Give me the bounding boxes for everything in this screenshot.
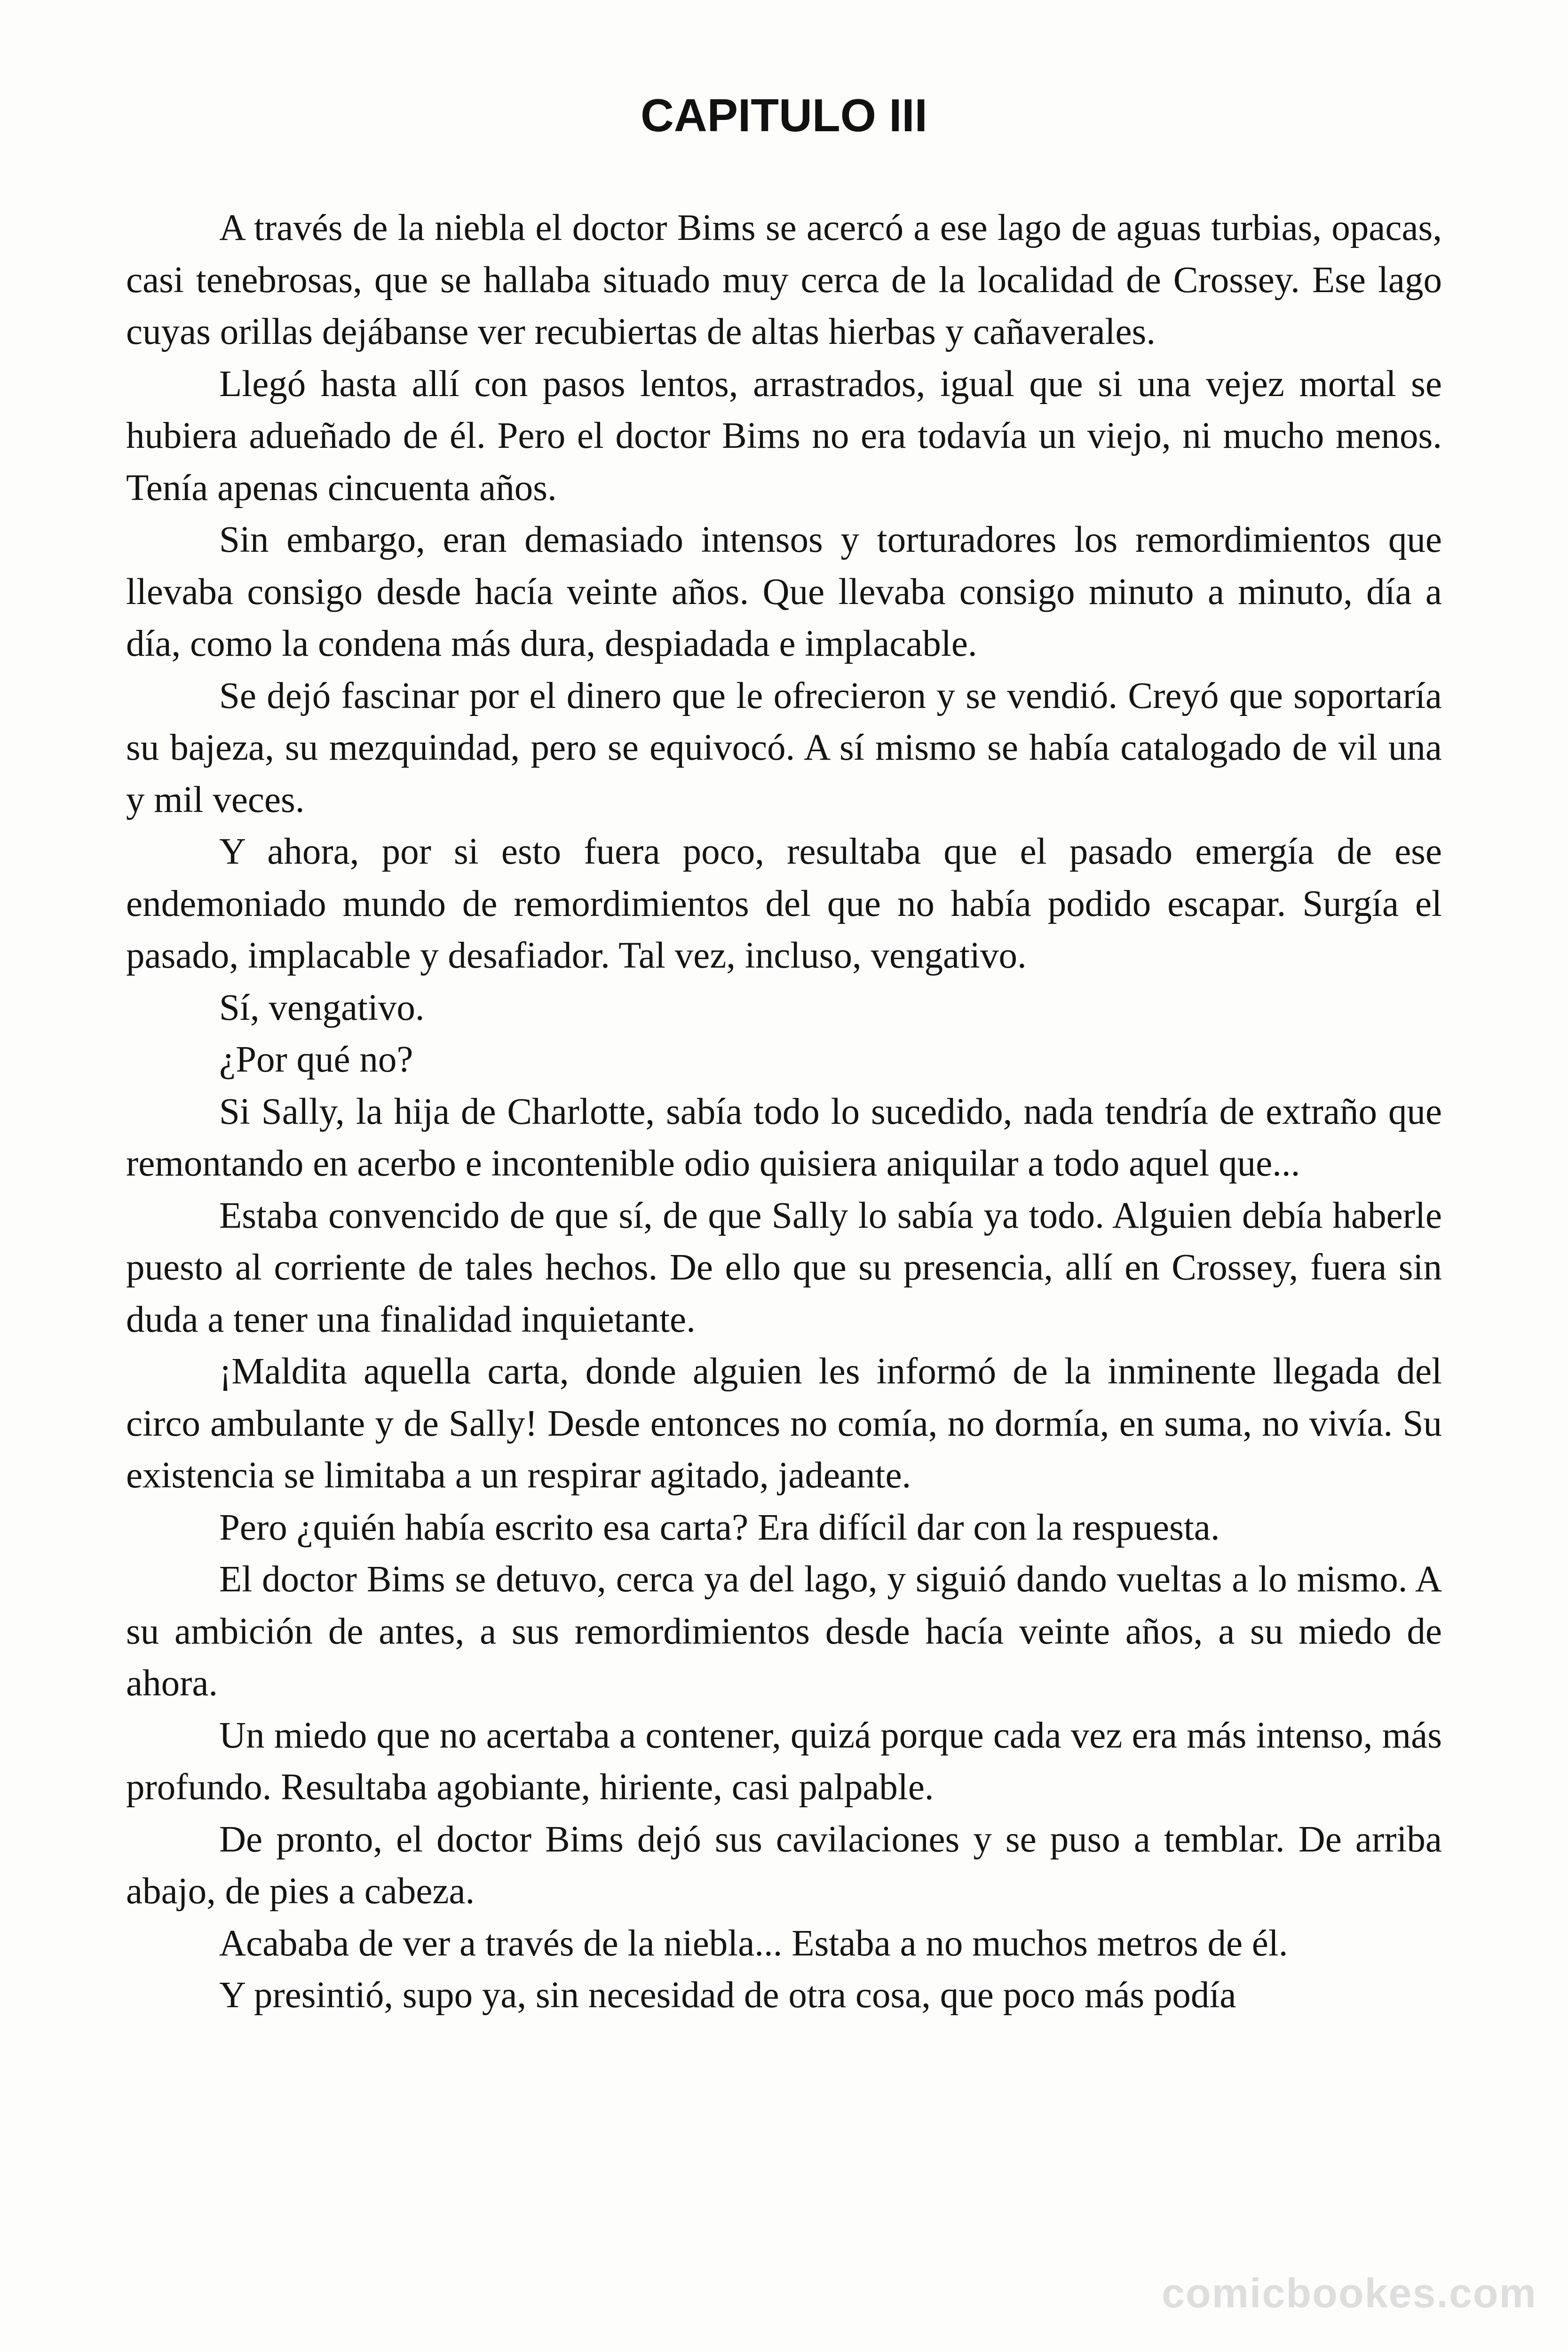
chapter-title: CAPITULO III xyxy=(641,89,927,141)
paragraph: Sí, vengativo. xyxy=(219,987,425,1028)
paragraph: ¡Maldita aquella carta, donde alguien les informó de la inminente llegada del circo ambulante y de Sally! Desde entonces no comía, no dormía, en suma, no vivía. Su existencia se limitaba a un respirar agitado, jadeante. xyxy=(126,1351,1442,1496)
paragraph: Se dejó fascinar por el dinero que le ofrecieron y se vendió. Creyó que soportaría su bajeza, su mezquindad, pero se equivocó. A sí mismo se había catalogado de vil una y mil veces. xyxy=(126,675,1442,820)
paragraph: Y presintió, supo ya, sin necesidad de otra cosa, que poco más podía xyxy=(219,1975,1236,2016)
paragraph: Un miedo que no acertaba a contener, quizá porque cada vez era más intenso, más profundo. Resultaba agobiante, hiriente, casi palpable. xyxy=(126,1715,1442,1808)
paragraph: El doctor Bims se detuvo, cerca ya del lago, y siguió dando vueltas a lo mismo. A su ambición de antes, a sus remordimientos desde hacía veinte años, a su miedo de ahora. xyxy=(126,1559,1442,1704)
paragraph: ¿Por qué no? xyxy=(219,1039,413,1080)
paragraph: Acababa de ver a través de la niebla... Estaba a no muchos metros de él. xyxy=(219,1923,1288,1964)
paragraph: Y ahora, por si esto fuera poco, resultaba que el pasado emergía de ese endemoniado mundo de remordimientos del que no había podido escapar. Surgía el pasado, implacable y desafiador. Tal vez, incluso, vengativo. xyxy=(126,831,1442,976)
chapter-body xyxy=(126,202,1442,2022)
paragraph: A través de la niebla el doctor Bims se acercó a ese lago de aguas turbias, opacas, casi tenebrosas, que se hallaba situado muy cerca de la localidad de Crossey. Ese lago cuyas orillas dejábanse ver recubiertas de altas hierbas y cañaverales. xyxy=(126,207,1442,352)
paragraph: Sin embargo, eran demasiado intensos y torturadores los remordimientos que llevaba consigo desde hacía veinte años. Que llevaba consigo minuto a minuto, día a día, como la condena más dura, despiadada e implacable. xyxy=(126,519,1442,664)
paragraph: Pero ¿quién había escrito esa carta? Era difícil dar con la respuesta. xyxy=(219,1507,1220,1548)
paragraph: Estaba convencido de que sí, de que Sally lo sabía ya todo. Alguien debía haberle puesto al corriente de tales hechos. De ello que su presencia, allí en Crossey, fuera sin duda a tener una finalidad inquietante. xyxy=(126,1195,1442,1340)
paragraph: Llegó hasta allí con pasos lentos, arrastrados, igual que si una vejez mortal se hubiera adueñado de él. Pero el doctor Bims no era todavía un viejo, ni mucho menos. Tenía apenas cincuenta años. xyxy=(126,363,1442,509)
paragraph: De pronto, el doctor Bims dejó sus cavilaciones y se puso a temblar. De arriba abajo, de pies a cabeza. xyxy=(126,1819,1442,1912)
watermark: comicbookes.com xyxy=(1162,2270,1537,2316)
paragraph: Si Sally, la hija de Charlotte, sabía todo lo sucedido, nada tendría de extraño que remontando en acerbo e incontenible odio quisiera aniquilar a todo aquel que... xyxy=(126,1091,1442,1184)
